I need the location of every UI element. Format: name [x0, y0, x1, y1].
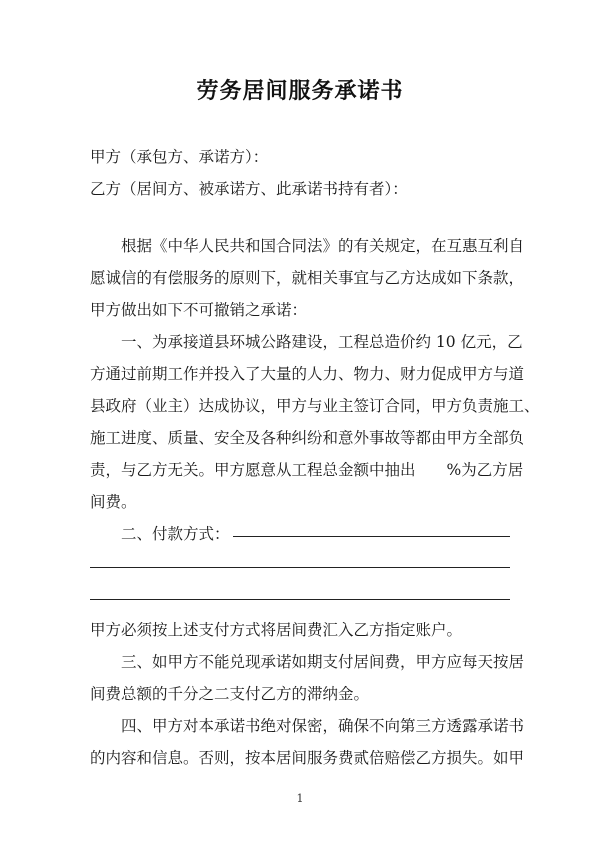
- payment-method-blank-3: [90, 599, 510, 600]
- intro-line-3: 甲方做出如下不可撤销之承诺：: [90, 301, 308, 319]
- clause1-line-3: 县政府（业主）达成协议，甲方与业主签订合同，甲方负责施工、: [90, 397, 540, 415]
- clause1-line-2: 方通过前期工作并投入了大量的人力、物力、财力促成甲方与道: [90, 365, 525, 383]
- page-number: 1: [296, 792, 304, 805]
- document-title: 劳务居间服务承诺书: [196, 78, 404, 104]
- clause2-label: 二、付款方式：: [121, 525, 230, 543]
- clause1-line-4: 施工进度、质量、安全及各种纠纷和意外事故等都由甲方全部负: [90, 429, 525, 447]
- payment-note: 甲方必须按上述支付方式将居间费汇入乙方指定账户。: [90, 621, 463, 639]
- party-a-line: 甲方（承包方、承诺方）：: [90, 148, 269, 166]
- clause1-line-1: 一、为承接道县环城公路建设，工程总造价约 10 亿元，乙: [121, 333, 523, 351]
- clause1-line-6: 间费。: [90, 493, 137, 511]
- intro-line-1: 根据《中华人民共和国合同法》的有关规定，在互惠互利自: [121, 237, 525, 255]
- clause4-line-2: 的内容和信息。否则，按本居间服务费贰倍赔偿乙方损失。如甲: [90, 749, 525, 767]
- clause4-line-1: 四、甲方对本承诺书绝对保密，确保不向第三方透露承诺书: [121, 717, 525, 735]
- party-b-line: 乙方（居间方、被承诺方、此承诺书持有者）：: [90, 180, 408, 198]
- payment-method-blank-1: [233, 536, 510, 537]
- clause3-line-2: 间费总额的千分之二支付乙方的滞纳金。: [90, 685, 370, 703]
- payment-method-blank-2: [90, 567, 510, 568]
- clause3-line-1: 三、如甲方不能兑现承诺如期支付居间费，甲方应每天按居: [121, 653, 525, 671]
- clause1-line-5: 责，与乙方无关。甲方愿意从工程总金额中抽出 %为乙方居: [90, 461, 524, 479]
- intro-line-2: 愿诚信的有偿服务的原则下，就相关事宜与乙方达成如下条款，: [90, 269, 525, 287]
